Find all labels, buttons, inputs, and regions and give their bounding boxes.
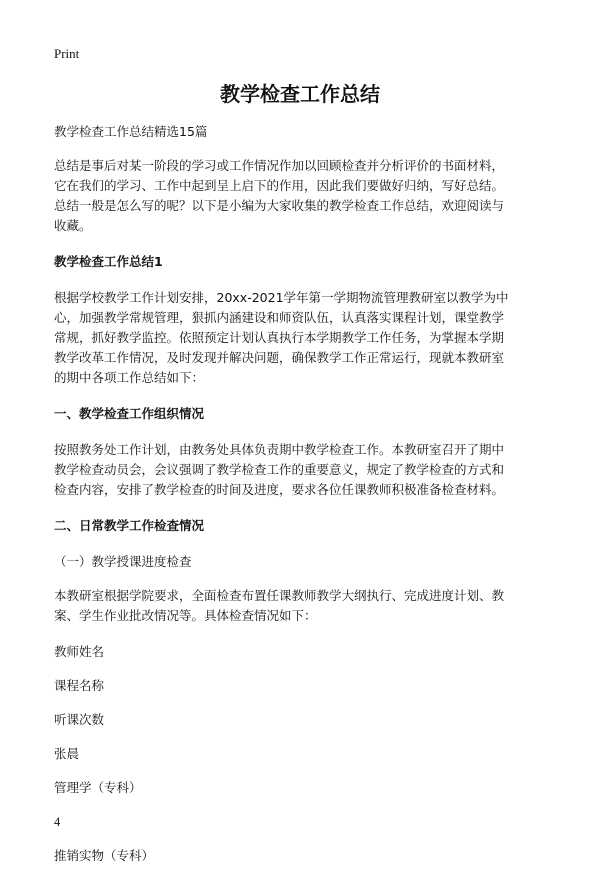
intro-paragraph: [54, 156, 554, 236]
paragraph-line: 教学改革工作情况，及时发现并解决问题，确保教学工作正常运行，现就本教研室: [54, 350, 505, 365]
organization-paragraph: [54, 440, 554, 500]
intro-line: 总结一般是怎么写的呢？以下是小编为大家收集的教学检查工作总结，欢迎阅读与: [54, 198, 505, 213]
table-cell: 张晨: [54, 746, 80, 761]
table-cell: 4: [54, 815, 61, 829]
paragraph-line: 按照教务处工作计划，由教务处具体负责期中教学检查工作。本教研室召开了期中: [54, 442, 505, 457]
table-cell: 课程名称: [54, 678, 105, 693]
paragraph-line: 本教研室根据学院要求，全面检查布置任课教师教学大纲执行、完成进度计划、教: [54, 588, 505, 603]
table-cell: 推销实物（专科）: [54, 848, 155, 863]
heading-daily-check: 二、日常教学工作检查情况: [54, 518, 205, 533]
paragraph-line: 常规，抓好教学监控。依照预定计划认真执行本学期教学工作任务，为掌握本学期: [54, 330, 505, 345]
section-paragraph: [54, 288, 554, 388]
paragraph-line: 教学检查动员会，会议强调了教学检查工作的重要意义，规定了教学检查的方式和: [54, 462, 505, 477]
paragraph-line: 检查内容，安排了教学检查的时间及进度，要求各位任课教师积极准备检查材料。: [54, 482, 505, 497]
table-cell: 教师姓名: [54, 644, 105, 659]
intro-line: 总结是事后对某一阶段的学习或工作情况作加以回顾检查并分析评价的书面材料，: [54, 158, 505, 173]
page-title: 教学检查工作总结: [220, 82, 380, 106]
document-subtitle: 教学检查工作总结精选15篇: [54, 124, 208, 139]
paragraph-line: 根据学校教学工作计划安排，20xx-2021学年第一学期物流管理教研室以教学为中: [54, 290, 509, 305]
progress-paragraph: [54, 586, 554, 626]
intro-line: 它在我们的学习、工作中起到呈上启下的作用，因此我们要做好归纳，写好总结。: [54, 178, 505, 193]
sub-heading-progress: （一）教学授课进度检查: [54, 554, 192, 569]
section-heading: 教学检查工作总结1: [54, 254, 163, 269]
paragraph-line: 的期中各项工作总结如下：: [54, 370, 205, 385]
print-link[interactable]: Print: [54, 46, 80, 61]
heading-organization: 一、教学检查工作组织情况: [54, 406, 205, 421]
table-cell: 听课次数: [54, 712, 105, 727]
paragraph-line: 心，加强教学常规管理，狠抓内涵建设和师资队伍，认真落实课程计划，课堂教学: [54, 310, 505, 325]
table-cell: 管理学（专科）: [54, 780, 142, 795]
paragraph-line: 案、学生作业批改情况等。具体检查情况如下：: [54, 608, 317, 623]
document-body: [54, 122, 554, 880]
intro-line: 收藏。: [54, 218, 92, 233]
